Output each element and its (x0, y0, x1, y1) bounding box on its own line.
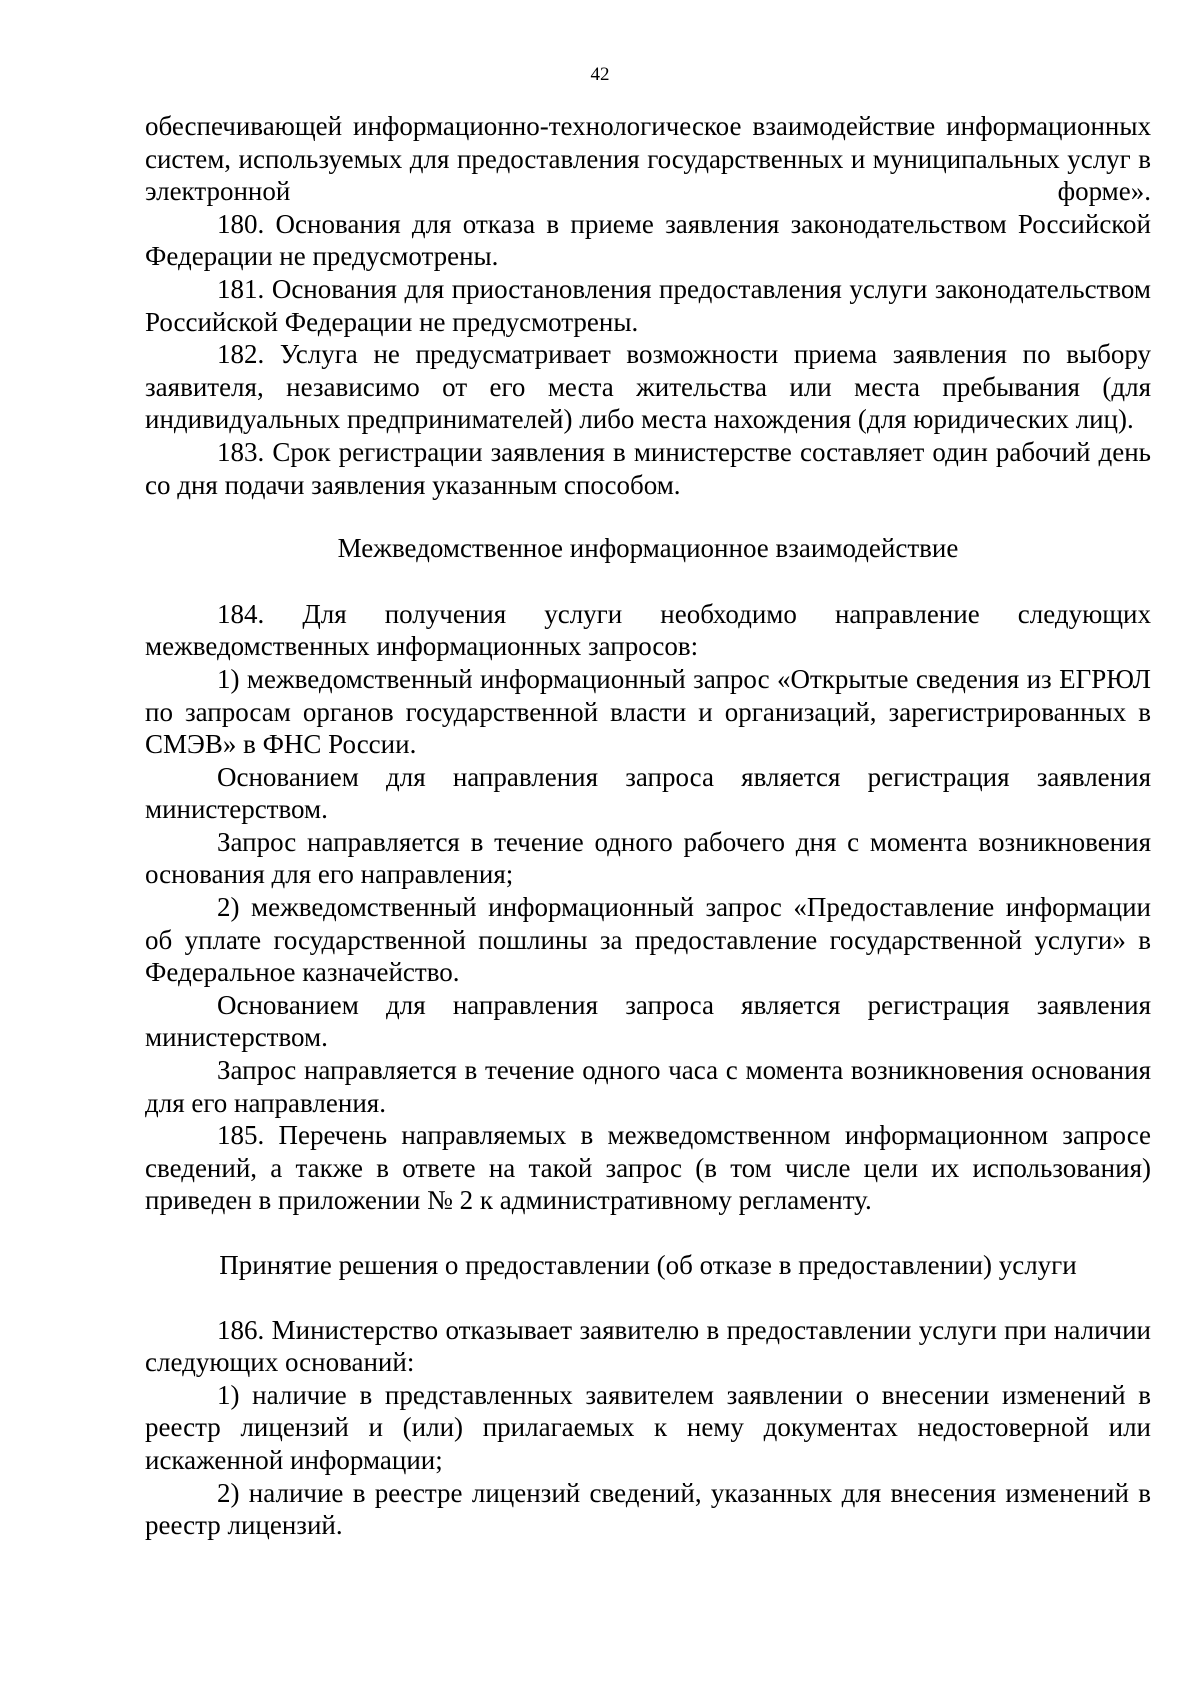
document-body (145, 110, 1151, 1542)
paragraph-184-item-2-timing: Запрос направляется в течение одного часа с момента возникновения основания для его направления. (145, 1055, 1151, 1118)
paragraph-184-item-1: 1) межведомственный информационный запрос «Открытые сведения из ЕГРЮЛ по запросам органов государственной власти и организаций, зарегистрированных в СМЭВ» в ФНС России. (145, 663, 1151, 760)
paragraph-186-item-2: 2) наличие в реестре лицензий сведений, указанных для внесения изменений в реестр лицензий. (145, 1477, 1151, 1541)
paragraph-184-item-2-basis: Основанием для направления запроса является регистрация заявления министерством. (145, 989, 1151, 1053)
page-number: 42 (590, 64, 610, 85)
paragraph-continuation: обеспечивающей информационно-технологическое взаимодействие информационных систем, используемых для предоставления государственных и муниципальных услуг в электронной форме». (145, 111, 1151, 207)
paragraph-184: 184. Для получения услуги необходимо направление следующих межведомственных информационных запросов: (145, 598, 1151, 662)
paragraph-184-item-1-timing: Запрос направляется в течение одного рабочего дня с момента возникновения основания для его направления; (145, 826, 1151, 890)
paragraph-183: 183. Срок регистрации заявления в министерстве составляет один рабочий день со дня подачи заявления указанным способом. (145, 436, 1151, 500)
section-heading-interagency: Межведомственное информационное взаимодействие (337, 533, 959, 564)
section-heading-decision: Принятие решения о предоставлении (об отказе в предоставлении) услуги (219, 1250, 1077, 1280)
paragraph-185: 185. Перечень направляемых в межведомственном информационном запросе сведений, а также в ответе на такой запрос (в том числе цели их использования) приведен в приложении № 2 к административному регламенту. (145, 1120, 1151, 1216)
paragraph-186-item-1: 1) наличие в представленных заявителем заявлении о внесении изменений в реестр лицензий и (или) прилагаемых к нему документах недостоверной или искаженной информации; (145, 1379, 1151, 1475)
paragraph-184-item-1-basis: Основанием для направления запроса является регистрация заявления министерством. (145, 761, 1151, 825)
paragraph-184-item-2: 2) межведомственный информационный запрос «Предоставление информации об уплате государственной пошлины за предоставление государственной услуги» в Федеральное казначейство. (145, 892, 1151, 988)
paragraph-180: 180. Основания для отказа в приеме заявления законодательством Российской Федерации не предусмотрены. (145, 208, 1151, 272)
paragraph-181: 181. Основания для приостановления предоставления услуги законодательством Российской Федерации не предусмотрены. (145, 273, 1151, 337)
paragraph-186: 186. Министерство отказывает заявителю в предоставлении услуги при наличии следующих оснований: (145, 1314, 1151, 1378)
paragraph-182: 182. Услуга не предусматривает возможности приема заявления по выбору заявителя, независимо от его места жительства или места пребывания (для индивидуальных предпринимателей) либо места нахождения (для юридических лиц). (145, 339, 1151, 435)
